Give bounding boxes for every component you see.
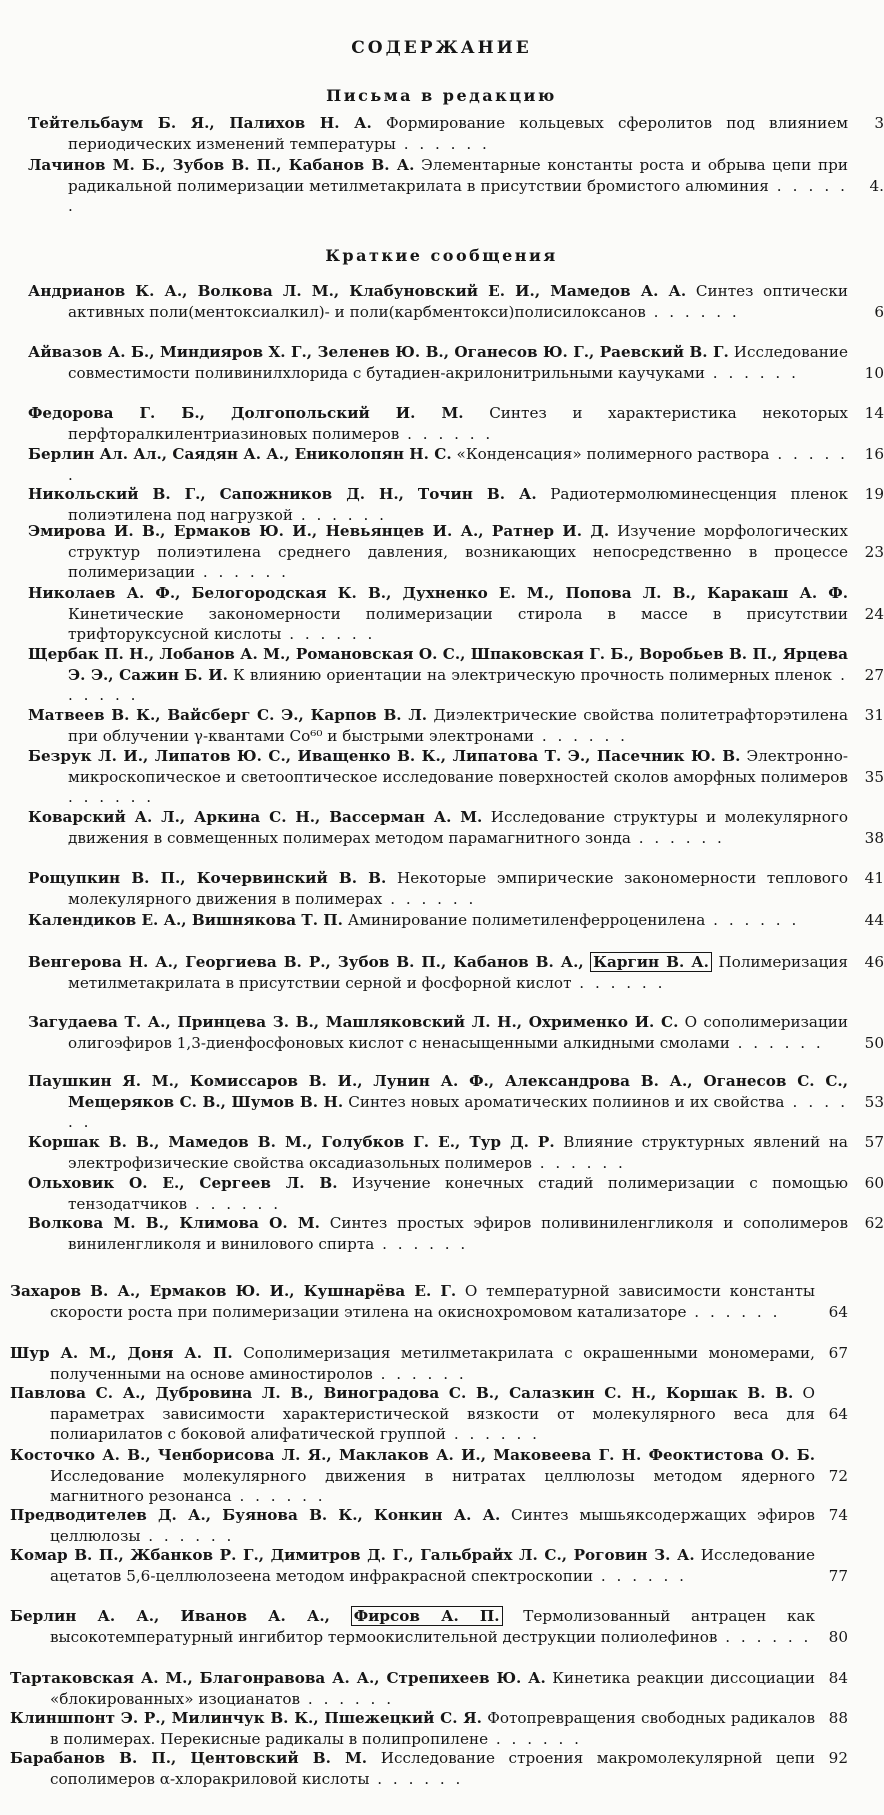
toc-entry-text	[28, 705, 848, 746]
entry-page-number: 19	[864, 485, 884, 503]
entry-page-number: 44	[864, 911, 884, 929]
entry-authors: Лачинов М. Б., Зубов В. П., Кабанов В. А.	[28, 156, 415, 174]
entry-authors: Безрук Л. И., Липатов Ю. С., Иващенко В. К., Липатова Т. Э., Пасечник Ю. В.	[28, 747, 741, 765]
toc-entry	[10, 1708, 848, 1749]
entry-page-number: 60	[864, 1174, 884, 1192]
leader-dots: . . . . . .	[369, 1769, 464, 1788]
entry-authors: Волкова М. В., Климова О. М.	[28, 1214, 320, 1232]
entry-authors: Тартаковская А. М., Благонравова А. А., Стрепихеев Ю. А.	[10, 1669, 546, 1687]
entry-authors: Берлин Ал. Ал., Саядян А. А., Ениколопян Н. С.	[28, 445, 452, 463]
toc-entry-text	[28, 444, 848, 485]
toc-entry	[10, 1445, 848, 1507]
entry-title: К влиянию ориентации на электрическую прочность полимерных пленок	[233, 665, 833, 684]
leader-dots: . . . . . .	[231, 1487, 326, 1505]
toc-entry	[28, 113, 884, 154]
toc-entry	[10, 1668, 848, 1709]
entry-title: Исследование структуры и молекулярного движения в совмещенных полимерах методом парамагнитного зонда	[68, 808, 848, 847]
entry-authors: Клиншпонт Э. Р., Милинчук В. К., Пшежецкий С. Я.	[10, 1709, 482, 1727]
entry-authors: Барабанов В. П., Центовский В. М.	[10, 1749, 368, 1767]
toc-entry-text	[28, 155, 848, 217]
entry-title: Термолизованный антрацен как высокотемпературный ингибитор термоокислительной деструкции полиолефинов	[50, 1607, 816, 1646]
entry-authors: Тейтельбаум Б. Я., Палихов Н. А.	[28, 114, 372, 132]
toc-entry-text	[28, 1173, 848, 1214]
toc-entry	[28, 155, 884, 217]
toc-entry-text	[28, 583, 848, 645]
toc-entry	[28, 644, 884, 706]
entry-authors: Паушкин Я. М., Комиссаров В. И., Лунин А. Ф., Александрова В. А., Оганесов С. С., Мещеряков С. В., Шумов В. Н.	[28, 1072, 848, 1111]
toc-entry	[28, 910, 884, 931]
toc-entry-text	[28, 644, 848, 706]
leader-dots: . . . . . .	[645, 302, 740, 321]
entry-page-number: 3	[874, 114, 884, 132]
entry-title: Исследование ацетатов 5,6-целлюлозеена методом инфракрасной спектроскопии	[50, 1546, 815, 1585]
entry-page-number: 23	[864, 542, 884, 561]
toc-entry	[10, 1545, 848, 1586]
toc-entry	[28, 342, 884, 383]
entry-page-number: 53	[864, 1092, 884, 1111]
leader-dots: . . . . . .	[281, 625, 376, 643]
toc-entry-text	[28, 1012, 848, 1053]
leader-dots: . . . . . .	[374, 1234, 469, 1253]
leader-dots: . . . . . .	[531, 1153, 626, 1172]
toc-entry-text	[10, 1383, 815, 1445]
leader-dots: . . . . . .	[704, 363, 799, 382]
toc-entry	[10, 1748, 848, 1789]
entry-authors: Захаров В. А., Ермаков Ю. И., Кушнарёва Е. Г.	[10, 1282, 457, 1300]
entry-title: Синтез оптически активных поли(ментоксиалкил)- и поли(карбментокси)полисилоксанов	[68, 282, 849, 321]
leader-dots: . . . . . .	[399, 424, 494, 443]
entry-page-number: 50	[864, 1033, 884, 1052]
entry-authors: Ольховик О. Е., Сергеев Л. В.	[28, 1174, 338, 1192]
toc-entry-text	[28, 910, 848, 931]
entry-authors: Федорова Г. Б., Долгопольский И. М.	[28, 404, 464, 422]
toc-entry	[28, 484, 884, 525]
toc-entry-text	[28, 521, 848, 583]
toc-entry	[10, 1343, 848, 1384]
entry-authors: Рощупкин В. П., Кочервинский В. В.	[28, 869, 387, 887]
toc-entry-text	[28, 403, 848, 444]
entry-title: Исследование строения макромолекулярной цепи сополимеров α-хлоракриловой кислоты	[50, 1749, 815, 1788]
entry-authors: Берлин А. А., Иванов А. А.,	[10, 1607, 330, 1625]
leader-dots: . . . . . .	[68, 665, 849, 704]
entry-page-number: 27	[864, 665, 884, 684]
entry-page-number: 74	[828, 1506, 848, 1524]
toc-entry-text	[28, 1071, 848, 1133]
toc-entry	[28, 746, 884, 808]
entry-page-number: 6	[874, 302, 884, 321]
toc-entry-text	[28, 113, 848, 154]
entry-title: Некоторые эмпирические закономерности теплового молекулярного движения в полимерах	[68, 869, 848, 908]
page-title: СОДЕРЖАНИЕ	[351, 38, 532, 58]
entry-title: Синтез и характеристика некоторых перфторалкилентриазиновых полимеров	[68, 404, 848, 443]
entry-title: Изучение морфологических структур полиэтилена среднего давления, возникающих непосредственно в процессе полимеризации	[68, 522, 848, 581]
entry-title: Синтез новых ароматических полиинов и их свойства	[348, 1092, 785, 1111]
toc-entry	[28, 705, 884, 746]
entry-title: Полимеризация метилметакрилата в присутствии серной и фосфорной кислот	[68, 953, 848, 992]
entry-authors: Николаев А. Ф., Белогородская К. В., Духненко Е. М., Попова Л. В., Каракаш А. Ф.	[28, 584, 848, 602]
entry-page-number: 41	[864, 869, 884, 887]
entry-title: Исследование совместимости поливинилхлорида с бутадиен-акрилонитрильными каучуками	[68, 343, 849, 382]
leader-dots: . . . . . .	[571, 973, 666, 992]
section-heading-letters: Письма в редакцию	[326, 86, 557, 105]
toc-entry-text	[10, 1343, 815, 1384]
entry-page-number: 16	[864, 445, 884, 463]
toc-entry	[10, 1606, 848, 1647]
entry-page-number: 4.	[869, 176, 884, 195]
entry-title: Синтез мышьяксодержащих эфиров целлюлозы	[50, 1506, 815, 1545]
entry-authors: Айвазов А. Б., Миндияров Х. Г., Зеленев Ю. В., Оганесов Ю. Г., Раевский В. Г.	[28, 343, 729, 361]
leader-dots: . . . . . .	[705, 911, 800, 929]
entry-authors: Коварский А. Л., Аркина С. Н., Вассерман А. М.	[28, 808, 483, 826]
toc-entry-text	[28, 952, 848, 993]
entry-page-number: 88	[828, 1709, 848, 1727]
entry-title: Диэлектрические свойства политетрафторэтилена при облучении γ-квантами Co⁶⁰ и быстрыми электронами	[68, 706, 849, 745]
toc-entry-text	[10, 1668, 815, 1709]
leader-dots: . . . . . .	[68, 445, 848, 484]
leader-dots: . . . . . .	[686, 1302, 781, 1321]
entry-page-number: 62	[864, 1214, 884, 1232]
entry-title: Радиотермолюминесценция пленок полиэтилена под нагрузкой	[68, 485, 848, 524]
entry-title: Влияние структурных явлений на электрофизические свойства оксадиазольных полимеров	[68, 1133, 848, 1172]
entry-authors: Предводителев Д. А., Буянова В. К., Конкин А. А.	[10, 1506, 501, 1524]
entry-page-number: 72	[828, 1466, 848, 1485]
leader-dots: . . . . . .	[300, 1689, 395, 1708]
leader-dots: . . . . . .	[195, 563, 289, 581]
entry-authors: Никольский В. Г., Сапожников Д. Н., Точин В. А.	[28, 485, 537, 503]
entry-title: О сополимеризации олигоэфиров 1,3-диенфосфоновых кислот с ненасыщенными алкидными смолами	[68, 1013, 849, 1052]
entry-page-number: 80	[828, 1627, 848, 1646]
entry-page-number: 38	[864, 828, 884, 847]
toc-entry-text	[28, 1132, 848, 1173]
entry-author-boxed: Каргин В. А.	[590, 952, 712, 972]
leader-dots: . . . . . .	[593, 1566, 688, 1585]
toc-entry-text	[28, 484, 848, 525]
leader-dots: . . . . . .	[382, 889, 477, 908]
entry-page-number: 35	[864, 767, 884, 786]
leader-dots: . . . . . .	[187, 1194, 282, 1213]
entry-authors: Матвеев В. К., Вайсберг С. Э., Карпов В. Л.	[28, 706, 428, 724]
leader-dots: . . . . . .	[534, 726, 628, 745]
toc-entry	[28, 868, 884, 909]
entry-authors: Комар В. П., Жбанков Р. Г., Димитров Д. Г., Гальбрайх Л. С., Роговин З. А.	[10, 1546, 695, 1564]
toc-entry	[28, 583, 884, 645]
section-heading-short: Краткие сообщения	[325, 246, 558, 265]
leader-dots: . . . . . .	[395, 134, 490, 153]
entry-author-boxed: Фирсов А. П.	[351, 1606, 503, 1626]
toc-entry	[28, 1132, 884, 1173]
toc-entry-text	[10, 1708, 815, 1749]
toc-entry	[28, 1173, 884, 1214]
toc-entry	[28, 1012, 884, 1053]
leader-dots: . . . . . .	[717, 1627, 812, 1646]
entry-page-number: 31	[864, 706, 884, 724]
toc-entry-text	[28, 807, 848, 848]
entry-page-number: 92	[828, 1749, 848, 1767]
leader-dots: . . . . . .	[68, 788, 155, 806]
entry-title: Аминирование полиметиленферроценилена	[347, 911, 706, 929]
entry-page-number: 77	[828, 1566, 848, 1585]
entry-page-number: 67	[828, 1344, 848, 1362]
toc-entry-text	[10, 1545, 815, 1586]
toc-entry-text	[28, 746, 848, 808]
toc-entry	[28, 281, 884, 322]
entry-title: Кинетика реакции диссоциации «блокированных» изоцианатов	[50, 1669, 815, 1708]
entry-authors: Павлова С. А., Дубровина Л. В., Виноградова С. В., Салазкин С. Н., Коршак В. В.	[10, 1384, 794, 1402]
entry-title: Сополимеризация метилметакрилата с окрашенными мономерами, полученными на основе аминостиролов	[50, 1344, 816, 1383]
entry-title: О параметрах зависимости характеристической вязкости от молекулярного веса для полиарилатов с боковой алифатической группой	[50, 1384, 815, 1443]
entry-authors: Эмирова И. В., Ермаков Ю. И., Невьянцев И. А., Ратнер И. Д.	[28, 522, 610, 540]
toc-entry	[28, 444, 884, 485]
toc-entry	[10, 1281, 848, 1322]
entry-title: Синтез простых эфиров поливиниленгликоля и сополимеров виниленгликоля и винилового спирта	[68, 1214, 848, 1253]
toc-entry	[28, 403, 884, 444]
toc-entry-text	[28, 1213, 848, 1254]
leader-dots: . . . . . .	[68, 1092, 849, 1131]
entry-authors: Щербак П. Н., Лобанов А. М., Романовская О. С., Шпаковская Г. Б., Воробьев В. П., Ярцева Э. Э., Сажин Б. И.	[28, 645, 848, 684]
entry-authors: Коршак В. В., Мамедов В. М., Голубков Г. Е., Тур Д. Р.	[28, 1133, 555, 1151]
entry-title: Формирование кольцевых сферолитов под влиянием периодических изменений температуры	[68, 114, 849, 153]
entry-authors: Шур А. М., Доня А. П.	[10, 1344, 233, 1362]
leader-dots: . . . . . .	[630, 828, 725, 847]
entry-page-number: 10	[864, 363, 884, 382]
entry-authors: Косточко А. В., Ченборисова Л. Я., Маклаков А. И., Маковеева Г. Н. Феоктистова О. Б.	[10, 1446, 815, 1464]
toc-entry	[10, 1505, 848, 1546]
toc-entry-text	[28, 281, 848, 322]
entry-page-number: 24	[864, 604, 884, 623]
entry-title: Элементарные константы роста и обрыва цепи при радикальной полимеризации метилметакрилата в присутствии бромистого алюминия	[68, 156, 849, 195]
entry-title: Электронно-микроскопическое и светооптическое исследование поверхностей сколов аморфных полимеров	[68, 747, 849, 786]
toc-entry	[28, 1213, 884, 1254]
entry-authors: Венгерова Н. А., Георгиева В. Р., Зубов В. П., Кабанов В. А.,	[28, 953, 584, 971]
toc-entry	[10, 1383, 848, 1445]
toc-entry-text	[10, 1748, 815, 1789]
toc-entry-text	[10, 1606, 815, 1647]
entry-authors: Андрианов К. А., Волкова Л. М., Клабуновский Е. И., Мамедов А. А.	[28, 282, 687, 300]
leader-dots: . . . . . .	[140, 1526, 235, 1545]
leader-dots: . . . . . .	[488, 1729, 582, 1748]
toc-entry	[28, 807, 884, 848]
entry-authors: Календиков Е. А., Вишнякова Т. П.	[28, 911, 343, 929]
toc-entry-text	[10, 1505, 815, 1546]
entry-page-number: 64	[828, 1404, 848, 1423]
entry-authors: Загудаева Т. А., Принцева З. В., Машляковский Л. Н., Охрименко И. С.	[28, 1013, 679, 1031]
entry-title: Фотопревращения свободных радикалов в полимерах. Перекисные радикалы в полипропилене	[50, 1709, 815, 1748]
leader-dots: . . . . . .	[293, 505, 387, 524]
toc-entry-text	[28, 868, 848, 909]
toc-entry-text	[10, 1445, 815, 1507]
entry-title: «Конденсация» полимерного раствора	[456, 445, 770, 463]
entry-page-number: 57	[864, 1133, 884, 1151]
toc-entry	[28, 1071, 884, 1133]
toc-entry	[28, 521, 884, 583]
entry-title: О температурной зависимости константы скорости роста при полимеризации этилена на окиснохромовом катализаторе	[50, 1282, 816, 1321]
leader-dots: . . . . . .	[68, 176, 848, 215]
toc-entry-text	[10, 1281, 815, 1322]
entry-page-number: 46	[864, 953, 884, 971]
entry-title: Кинетические закономерности полимеризации стирола в массе в присутствии трифторуксусной кислоты	[68, 604, 848, 643]
toc-entry-text	[28, 342, 848, 383]
toc-entry	[28, 952, 884, 993]
entry-title: Исследование молекулярного движения в нитратах целлюлозы методом ядерного магнитного резонанса	[50, 1466, 815, 1505]
entry-page-number: 84	[828, 1669, 848, 1687]
entry-page-number: 14	[864, 404, 884, 422]
leader-dots: . . . . . .	[446, 1425, 540, 1443]
leader-dots: . . . . . .	[372, 1364, 467, 1383]
entry-title: Изучение конечных стадий полимеризации с помощью тензодатчиков	[68, 1174, 849, 1213]
leader-dots: . . . . . .	[729, 1033, 824, 1052]
entry-page-number: 64	[828, 1302, 848, 1321]
